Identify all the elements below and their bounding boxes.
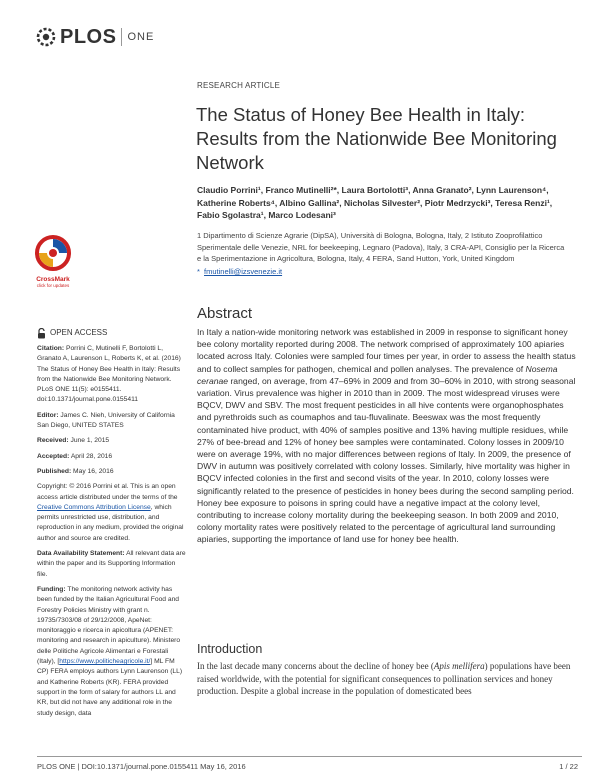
introduction-body xyxy=(197,660,577,698)
article-title: The Status of Honey Bee Health in Italy: Results from the Nationwide Bee Monitoring Network xyxy=(196,104,557,173)
published-label: Published: xyxy=(37,467,72,475)
copyright-text-2: , which permits unrestricted use, distribution, and reproduction in any medium, provided the original author and source are credited. xyxy=(37,503,184,542)
license-link[interactable]: Creative Commons Attribution License xyxy=(37,503,151,511)
asterisk-marker: * xyxy=(197,267,200,276)
open-lock-icon xyxy=(37,328,46,339)
logo-journal-text: ONE xyxy=(127,31,155,43)
logo-brand-text: PLOS xyxy=(60,25,117,48)
accepted-label: Accepted: xyxy=(37,452,70,460)
accepted-block xyxy=(37,452,187,462)
received-date: June 1, 2015 xyxy=(70,437,110,445)
received-label: Received: xyxy=(37,437,69,445)
crossmark-sub: click for updates xyxy=(36,283,70,288)
received-block xyxy=(37,436,187,446)
funding-label: Funding: xyxy=(37,585,66,593)
funding-link[interactable]: https://www.politicheagricole.it/ xyxy=(59,658,151,666)
citation-block xyxy=(37,344,187,406)
plos-logo-icon xyxy=(35,26,57,48)
editor-text: James C. Nieh, University of California San Diego, UNITED STATES xyxy=(37,411,175,430)
crossmark-icon xyxy=(33,233,73,273)
abstract-italic-species: Nosema ceranae xyxy=(197,363,558,386)
abstract-heading: Abstract xyxy=(197,305,253,322)
open-access-label: OPEN ACCESS xyxy=(50,328,108,338)
affiliations: 1 Dipartimento di Scienze Agrarie (DipSA), Università di Bologna, Bologna, Italy, 2 Istituto Zooprofilattico Sperimentale delle Venezie, NRL for beekeeping, Legnaro (Padova), Italy, 3 CRA-API, Consiglio per la Ricerca e la Sperimentazione in Agricoltura, Bologna, Italy, 4 FERA, Sand Hutton, York, United Kingdom xyxy=(197,231,565,263)
intro-italic-species: Apis mellifera xyxy=(433,661,485,671)
copyright-block xyxy=(37,482,187,544)
funding-text-2: ] ML FM CP) FERA employs authors Lynn Laurenson (LL) and Katherine Roberts (KR). FERA provided support in the form of salary for authors LL and KR, but did not have any additional role in the study design, data xyxy=(37,658,183,717)
data-availability-text: All relevant data are within the paper and its Supporting Information file. xyxy=(37,550,186,578)
footer-citation: PLOS ONE | DOI:10.1371/journal.pone.0155411 May 16, 2016 xyxy=(37,762,246,771)
abstract-text-2: ranged, on average, from 47–69% in 2009 and from 30–60% in 2010, with strong seasonal variation. Virus prevalence was higher in 2010 than in 2009. The most widespread viruses were BQCV, DWV and SBV. The most frequent pesticides in all hive contents were organophosphates and pyrethroids such as coumaphos and tau-fluvalinate. Beeswax was the most frequently contaminated hive product, with 40% of samples positive and 13% having multiple residues, while 27% of bee-bread and 12% of honey bee samples were contaminated. Colony losses in 2009/10 were on average 19%, with no major differences between regions of Italy. In 2009, the presence of DWV in autumn was positively correlated with colony losses. Similarly, hive mortality was higher in BQCV infected colonies in the first and second visits of the year. In 2010, colony losses were significantly related to the presence of pesticides in honey bees during the second sampling period. Honey bee exposure to poisons in spring could have a negative impact at the colony level, contributing to increase colony mortality during the beekeeping season. In both 2009 and 2010, colony mortality rates were positively related to the percentage of agricultural land surrounding apiaries, supporting the importance of land use for honey bee health. xyxy=(197,375,576,545)
published-block xyxy=(37,467,187,477)
published-date: May 16, 2016 xyxy=(73,467,114,475)
data-availability-label: Data Availability Statement: xyxy=(37,550,125,558)
data-availability-block xyxy=(37,549,187,580)
article-sidebar xyxy=(37,328,187,724)
editor-block xyxy=(37,411,187,432)
footer-page-number: 1 / 22 xyxy=(559,762,578,771)
author-list: Claudio Porrini¹, Franco Mutinelli²*, Laura Bortolotti³, Anna Granato², Lynn Laurenson⁴, Katherine Roberts⁴, Albino Gallina², Nicholas Silvester², Piotr Medrzycki³, Teresa Renzi¹, Fabio Sgolastra¹, Marco Lodesani³ xyxy=(197,185,553,220)
funding-block xyxy=(37,585,187,719)
article-type: RESEARCH ARTICLE xyxy=(197,81,281,90)
crossmark-badge[interactable] xyxy=(33,233,73,293)
citation-text: Porrini C, Mutinelli F, Bortolotti L, Granato A, Laurenson L, Roberts K, et al. (2016) The Status of Honey Bee Health in Italy: Results from the Nationwide Bee Monitoring Network. PLoS ONE 11(5): e0155411. doi:10.1371/journal.pone.0155411 xyxy=(37,345,181,404)
funding-text-1: The monitoring network activity has been funded by the Italian Agricultural Food and Forestry Policies Ministry with grant n. 19735/7303/08 of 29/12/2008, ApeNet: monitoraggio e ricerca in apicoltura (APENET: monitoring and research in apiculture). Ministero delle Politiche Agricole Alimentari e Forestali (Italy), [ xyxy=(37,585,181,666)
email-link[interactable]: fmutinelli@izsvenezie.it xyxy=(204,267,283,276)
crossmark-label: CrossMark xyxy=(36,276,70,283)
logo-divider xyxy=(121,28,122,46)
copyright-text-1: Copyright: © 2016 Porrini et al. This is an open access article distributed under the terms of the xyxy=(37,483,178,501)
accepted-date: April 28, 2016 xyxy=(70,452,113,460)
introduction-heading: Introduction xyxy=(197,642,263,656)
abstract-text-1: In Italy a nation-wide monitoring network was established in 2009 in response to significant honey bee colony mortality reported during 2008. The network comprised of approximately 100 apiaries located across Italy. Colonies were sampled four times per year, in order to assess the health status and to collect samples for pathogen, chemical and pollen analyses. The prevalence of xyxy=(197,327,576,374)
abstract-body xyxy=(197,326,577,546)
footer-rule xyxy=(37,756,582,757)
editor-label: Editor: xyxy=(37,411,59,419)
plos-one-logo[interactable] xyxy=(35,25,154,49)
intro-text-2: ) populations have been raised worldwide, with the potential for significant consequences to pollination services and honey production. Despite a global increase in the population of domesticated bees xyxy=(197,661,571,696)
citation-label: Citation: xyxy=(37,345,65,352)
corresponding-email xyxy=(197,267,282,276)
intro-text-1: In the last decade many concerns about the decline of honey bee ( xyxy=(197,661,434,671)
open-access-badge xyxy=(37,328,187,339)
